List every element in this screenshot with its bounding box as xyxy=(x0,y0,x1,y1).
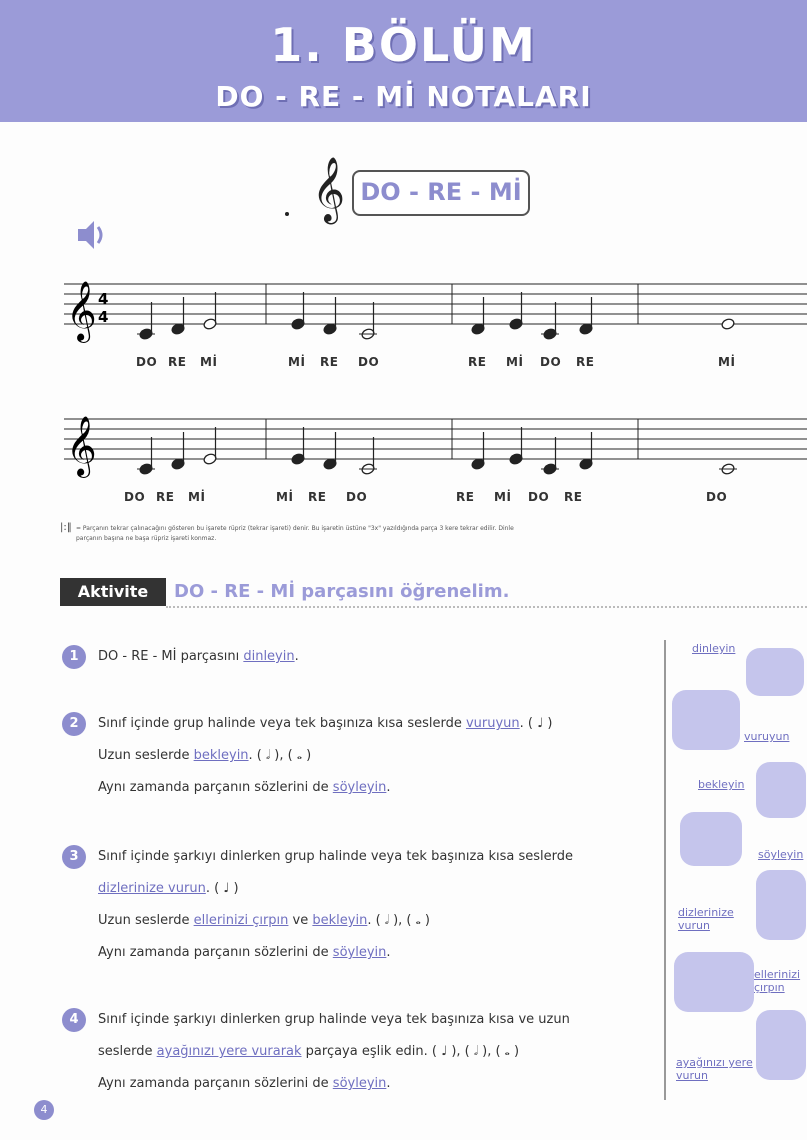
note-re xyxy=(471,432,485,470)
note-mi̇ xyxy=(291,292,305,330)
syllable: Mİ xyxy=(188,490,206,504)
instruction-line xyxy=(98,1044,519,1059)
repeat-sign-note: |:‖ = Parçanın tekrar çalınacağını gösteren bu işarete rüpriz (tekrar işareti) denir. Bu işaretin üstüne "3x" yazıldığında parça 3 kere tekrar edilir. Dinle parçanın başına ne başa rüpriz işareti konmaz. xyxy=(60,522,514,542)
sidebar-label: dinleyin xyxy=(692,642,736,655)
svg-text:4: 4 xyxy=(98,308,109,326)
chapter-header xyxy=(0,0,807,122)
illustration xyxy=(756,870,806,940)
syllable: DO xyxy=(540,355,562,369)
instruction-text: Aynı zamanda parçanın sözlerini de xyxy=(98,780,333,795)
instruction-line xyxy=(98,849,573,864)
instruction-text: Sınıf içinde grup halinde veya tek başınıza kısa seslerde xyxy=(98,716,466,731)
note-do xyxy=(137,302,155,340)
instruction-text: Aynı zamanda parçanın sözlerini de xyxy=(98,1076,333,1091)
syllable: Mİ xyxy=(288,355,306,369)
syllable: DO xyxy=(706,490,728,504)
activity-tab: Aktivite xyxy=(60,578,166,606)
note-re xyxy=(579,297,593,335)
syllable: Mİ xyxy=(718,355,736,369)
note-do xyxy=(359,302,377,340)
syllable: RE xyxy=(168,355,187,369)
syllable: DO xyxy=(346,490,368,504)
dot-mark xyxy=(285,212,289,216)
action-word: dizlerinize vurun xyxy=(98,881,206,896)
syllable: Mİ xyxy=(494,490,512,504)
syllable: Mİ xyxy=(276,490,294,504)
activity-title: DO - RE - Mİ parçasını öğrenelim. xyxy=(174,581,510,602)
syllable: DO xyxy=(136,355,158,369)
illustration xyxy=(680,812,742,866)
sidebar-label: dizlerinize vurun xyxy=(678,906,734,932)
instruction-line xyxy=(98,945,391,960)
page-number: 4 xyxy=(34,1100,54,1120)
action-word: ellerinizi çırpın xyxy=(193,913,289,928)
instruction-text: Aynı zamanda parçanın sözlerini de xyxy=(98,945,333,960)
instruction-line xyxy=(98,1076,391,1091)
step-number: 1 xyxy=(62,645,86,669)
syllable: DO xyxy=(124,490,146,504)
instruction-text: Sınıf içinde şarkıyı dinlerken grup halinde veya tek başınıza kısa seslerde xyxy=(98,849,573,864)
instruction-text: . ( ♩ ) xyxy=(519,716,553,731)
instruction-text: . xyxy=(386,780,391,795)
instruction-text: ve xyxy=(288,913,313,928)
syllable: RE xyxy=(156,490,175,504)
svg-text:𝄞: 𝄞 xyxy=(66,281,97,341)
sidebar-label: vuruyun xyxy=(744,730,790,743)
divider xyxy=(166,606,807,608)
note-mi̇ xyxy=(203,427,217,465)
action-word: dinleyin xyxy=(243,649,295,664)
step-number: 2 xyxy=(62,712,86,736)
instruction-text: . xyxy=(386,1076,391,1091)
action-word: ayağınızı yere vurarak xyxy=(156,1044,302,1059)
speaker-icon[interactable] xyxy=(72,215,108,255)
chapter-title: 1. BÖLÜM xyxy=(270,18,537,72)
note-mi̇ xyxy=(721,318,735,331)
note-mi̇ xyxy=(291,427,305,465)
note-re xyxy=(171,432,185,470)
syllable: Mİ xyxy=(506,355,524,369)
action-word: söyleyin xyxy=(332,780,387,795)
note-do xyxy=(541,437,559,475)
action-word: bekleyin xyxy=(312,913,368,928)
note-mi̇ xyxy=(203,292,217,330)
instruction-line xyxy=(98,716,552,731)
instruction-text: . xyxy=(386,945,391,960)
note-re xyxy=(471,297,485,335)
step-number: 4 xyxy=(62,1008,86,1032)
syllable: RE xyxy=(468,355,487,369)
illustration xyxy=(672,690,740,750)
syllable: RE xyxy=(320,355,339,369)
sidebar-label: ellerinizi çırpın xyxy=(754,968,801,994)
syllable: RE xyxy=(564,490,583,504)
syllable: RE xyxy=(308,490,327,504)
step-number: 3 xyxy=(62,845,86,869)
sidebar-label: bekleyin xyxy=(698,778,745,791)
instruction-text: DO - RE - Mİ parçasını xyxy=(98,649,244,664)
note-do xyxy=(137,437,155,475)
syllable: RE xyxy=(456,490,475,504)
action-word: vuruyun xyxy=(465,716,520,731)
syllable: RE xyxy=(576,355,595,369)
activity-header xyxy=(60,578,807,608)
music-staff-2 xyxy=(60,405,807,485)
treble-clef-icon: 𝄞 xyxy=(312,157,346,222)
sidebar-label: ayağınızı yere vurun xyxy=(676,1056,753,1082)
instruction-line xyxy=(98,881,239,896)
sidebar-label: söyleyin xyxy=(758,848,804,861)
illustration xyxy=(674,952,754,1012)
illustration xyxy=(756,1010,806,1080)
sidebar-illustrations xyxy=(664,640,807,1100)
instruction-text: . ( ♩ ) xyxy=(205,881,239,896)
repeat-sign-icon: |:‖ xyxy=(60,522,72,533)
instruction-text: Sınıf içinde şarkıyı dinlerken grup halinde veya tek başınıza kısa ve uzun xyxy=(98,1012,570,1027)
instruction-text: Uzun seslerde xyxy=(98,748,194,763)
song-title: DO - RE - Mİ xyxy=(352,170,530,216)
note-re xyxy=(323,432,337,470)
note-re xyxy=(323,297,337,335)
instruction-line xyxy=(98,913,430,928)
instruction-line xyxy=(98,748,311,763)
note-do xyxy=(541,302,559,340)
music-staff-1 xyxy=(60,270,807,350)
instruction-text: parçaya eşlik edin. ( ♩ ), ( 𝅗𝅥 ), ( 𝅝 ) xyxy=(301,1044,520,1059)
syllable: DO xyxy=(528,490,550,504)
instruction-text: Uzun seslerde xyxy=(98,913,194,928)
action-word: bekleyin xyxy=(193,748,249,763)
note-do xyxy=(359,437,377,475)
illustration xyxy=(756,762,806,818)
instruction-text: . ( 𝅗𝅥 ), ( 𝅝 ) xyxy=(248,748,312,763)
instruction-line xyxy=(98,780,391,795)
note-mi̇ xyxy=(509,292,523,330)
instruction-text: . ( 𝅗𝅥 ), ( 𝅝 ) xyxy=(367,913,430,928)
syllable: Mİ xyxy=(200,355,218,369)
note-mi̇ xyxy=(509,427,523,465)
instruction-text: seslerde xyxy=(98,1044,157,1059)
note-re xyxy=(171,297,185,335)
syllable: DO xyxy=(358,355,380,369)
note-do xyxy=(719,463,737,476)
action-word: söyleyin xyxy=(332,1076,387,1091)
svg-text:𝄞: 𝄞 xyxy=(66,416,97,476)
illustration xyxy=(746,648,804,696)
instruction-line xyxy=(98,1012,570,1027)
instruction-text: . xyxy=(294,649,299,664)
action-word: söyleyin xyxy=(332,945,387,960)
instruction-line xyxy=(98,649,299,664)
chapter-subtitle: DO - RE - Mİ NOTALARI xyxy=(215,80,592,113)
note-re xyxy=(579,432,593,470)
svg-text:4: 4 xyxy=(98,290,109,308)
